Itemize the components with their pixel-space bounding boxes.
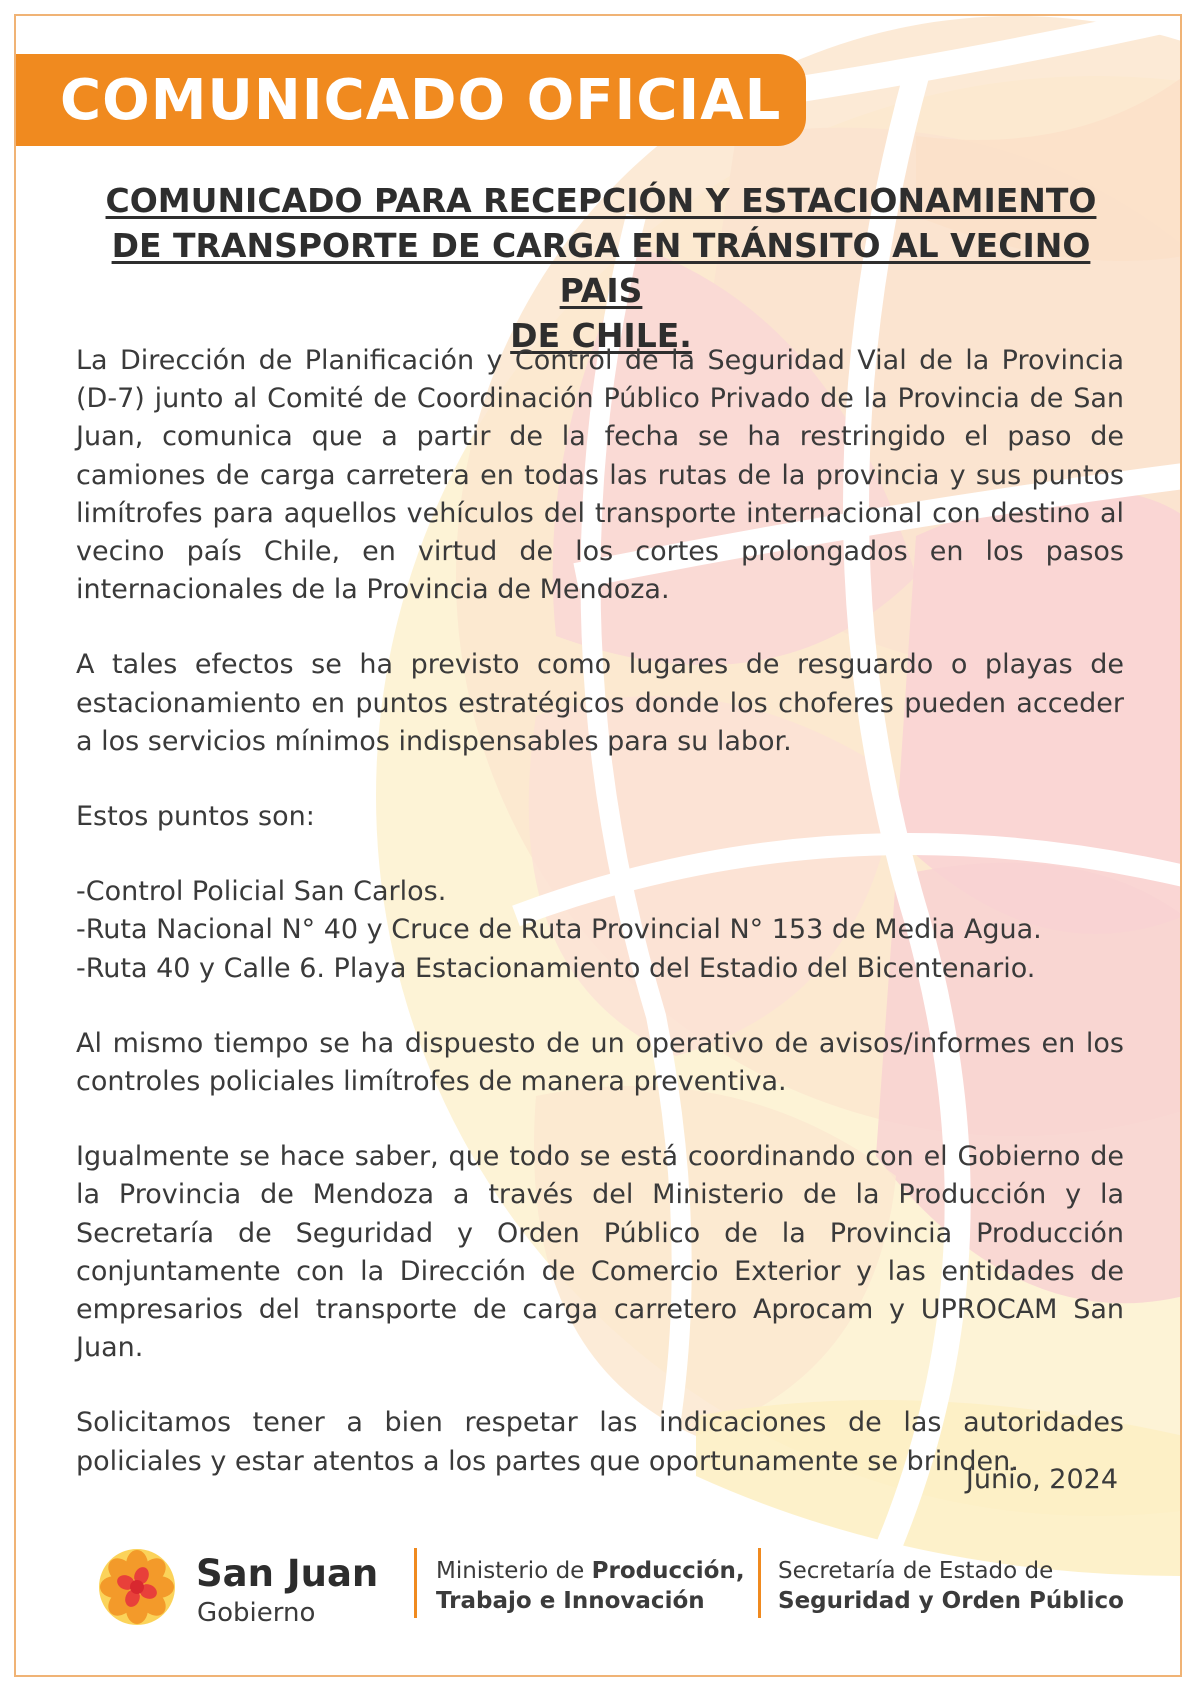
heading-line-2: DE TRANSPORTE DE CARGA EN TRÁNSITO AL VECINO PAIS bbox=[111, 226, 1091, 310]
document-body bbox=[76, 342, 1124, 1518]
list-item: -Ruta 40 y Calle 6. Playa Estacionamiento del Estadio del Bicentenario. bbox=[76, 952, 1036, 984]
heading-line-3: DE CHILE. bbox=[510, 316, 692, 355]
san-juan-flower-logo-icon bbox=[96, 1546, 178, 1628]
footer-divider bbox=[758, 1548, 761, 1618]
footer-logos bbox=[96, 1546, 1136, 1656]
paragraph-5: Solicitamos tener a bien respetar las indicaciones de las autoridades policiales y estar atentos a los partes que oportunamente se brinden. bbox=[76, 1407, 1124, 1477]
list-intro: Estos puntos son: bbox=[76, 801, 315, 833]
ministry-line-1 bbox=[436, 1558, 745, 1584]
paragraph-4: Igualmente se hace saber, que todo se está coordinando con el Gobierno de la Provincia de Mendoza a través del Ministerio de la Producción y la Secretaría de Seguridad y Orden Público de la Provincia Producción conjuntamente con la Dirección de Comercio Exterior y las entidades de empresarios del transporte de carga carretero Aprocam y UPROCAM San Juan. bbox=[76, 1141, 1124, 1364]
document-heading bbox=[76, 178, 1126, 358]
brand-name: San Juan bbox=[196, 1552, 379, 1595]
heading-line-1: COMUNICADO PARA RECEPCIÓN Y ESTACIONAMIENTO bbox=[105, 181, 1097, 220]
footer-divider bbox=[414, 1548, 417, 1618]
ministry-bold: Producción, bbox=[591, 1558, 745, 1584]
ministry-prefix: Ministerio de bbox=[436, 1558, 592, 1584]
secretariat-line-2: Seguridad y Orden Público bbox=[778, 1588, 1124, 1614]
banner-title: COMUNICADO OFICIAL bbox=[60, 68, 782, 133]
document-date: Junio, 2024 bbox=[965, 1464, 1118, 1495]
header-banner bbox=[14, 54, 806, 146]
list-item: -Control Policial San Carlos. bbox=[76, 876, 447, 908]
brand-subtitle: Gobierno bbox=[197, 1598, 316, 1628]
points-list bbox=[76, 873, 1124, 988]
list-item: -Ruta Nacional N° 40 y Cruce de Ruta Provincial N° 153 de Media Agua. bbox=[76, 914, 1042, 946]
paragraph-2: A tales efectos se ha previsto como lugares de resguardo o playas de estacionamiento en puntos estratégicos donde los choferes pueden acceder a los servicios mínimos indispensables para su labor. bbox=[76, 649, 1124, 757]
paragraph-3: Al mismo tiempo se ha dispuesto de un operativo de avisos/informes en los controles policiales limítrofes de manera preventiva. bbox=[76, 1027, 1124, 1098]
ministry-line-2: Trabajo e Innovación bbox=[436, 1588, 705, 1614]
document-frame bbox=[14, 14, 1182, 1677]
paragraph-1: La Dirección de Planificación y Control de la Seguridad Vial de la Provincia (D-7) junto al Comité de Coordinación Público Privado de la Provincia de San Juan, comunica que a partir de la fecha se ha restringido el paso de camiones de carga carretera en todas las rutas de la provincia y sus puntos limítrofes para aquellos vehículos del transporte internacional con destino al vecino país Chile, en virtud de los cortes prolongados en los pasos internacionales de la Provincia de Mendoza. bbox=[76, 345, 1124, 606]
secretariat-line-1: Secretaría de Estado de bbox=[778, 1558, 1054, 1584]
